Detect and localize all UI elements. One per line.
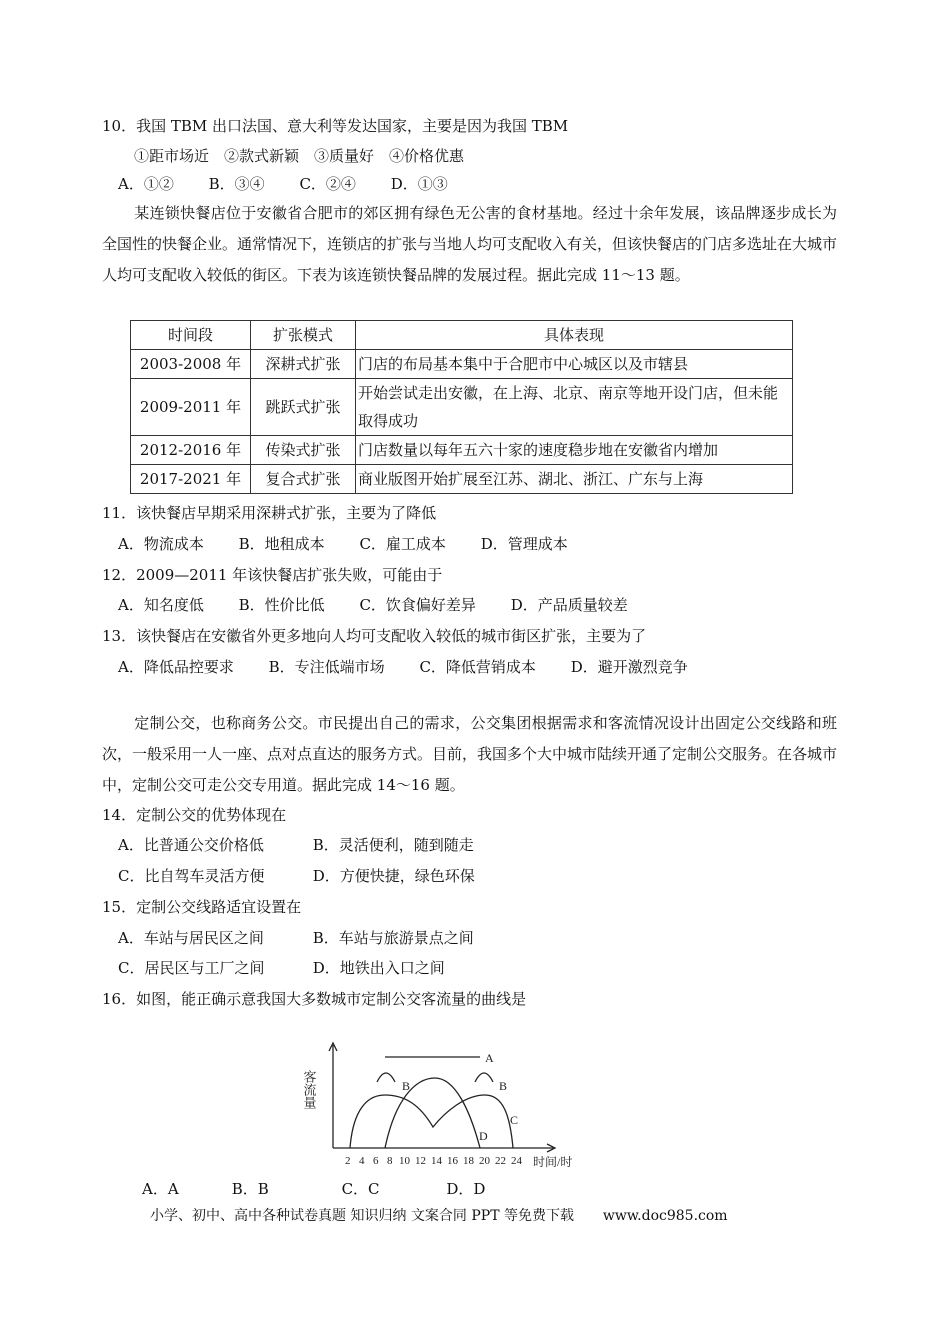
q12-options (118, 595, 658, 615)
passage-1-text: 某连锁快餐店位于安徽省合肥市的郊区拥有绿色无公害的食材基地。经过十余年发展，该品牌逐步成长为全国性的快餐企业。通常情况下，连锁店的扩张与当地人均可支配收入有关，但该快餐店的门店多选址在大城市人均可支配收入较低的街区。下表为该连锁快餐品牌的发展过程。据此完成 11～13 题。 (102, 204, 838, 284)
q15-options-row-2 (118, 958, 445, 978)
q11-option-a[interactable]: A．物流成本 (118, 535, 204, 553)
q13-options (118, 657, 718, 677)
curve-b-morning (377, 1073, 395, 1082)
table-cell: 2003-2008 年 (131, 350, 251, 379)
curve-c (350, 1095, 513, 1148)
q13-stem: 13．该快餐店在安徽省外更多地向人均可支配收入较低的城市街区扩张，主要为了 (102, 627, 647, 645)
q16-stem: 16．如图，能正确示意我国大多数城市定制公交客流量的曲线是 (102, 990, 527, 1008)
table-cell: 跳跃式扩张 (251, 379, 356, 436)
q13-option-a[interactable]: A．降低品控要求 (118, 658, 234, 676)
x-tick: 12 (415, 1155, 426, 1167)
table-row (131, 436, 793, 465)
q14-option-a[interactable]: A．比普通公交价格低 (118, 836, 264, 854)
passenger-flow-figure (301, 1040, 615, 1172)
q10-option-c[interactable]: C．②④ (299, 175, 356, 193)
q15-option-b[interactable]: B．车站与旅游景点之间 (312, 929, 474, 947)
q11-option-d[interactable]: D．管理成本 (480, 535, 568, 553)
q15-option-d[interactable]: D．地铁出入口之间 (312, 959, 445, 977)
q16-option-a[interactable]: A．A (142, 1180, 179, 1198)
q16-option-d[interactable]: D．D (446, 1180, 486, 1198)
x-tick: 6 (373, 1155, 379, 1167)
footer (150, 1205, 728, 1225)
curve-a-label: A (485, 1051, 494, 1065)
curve-b-label-2: B (499, 1079, 508, 1093)
q11-option-b[interactable]: B．地租成本 (238, 535, 325, 553)
q14-option-b[interactable]: B．灵活便利，随到随走 (312, 836, 474, 854)
q10-stem: 10．我国 TBM 出口法国、意大利等发达国家，主要是因为我国 TBM (102, 117, 569, 135)
q10-option-a[interactable]: A．①② (118, 175, 174, 193)
q11-option-c[interactable]: C．雇工成本 (359, 535, 446, 553)
expansion-table (130, 320, 793, 494)
table-cell: 2017-2021 年 (131, 465, 251, 494)
q10-items: ①距市场近 ②款式新颖 ③质量好 ④价格优惠 (134, 147, 465, 165)
passage-2-text: 定制公交，也称商务公交。市民提出自己的需求，公交集团根据需求和客流情况设计出固定公交线路和班次，一般采用一人一座、点对点直达的服务方式。目前，我国多个大中城市陆续开通了定制公交服务。在各城市中，定制公交可走公交专用道。据此完成 14～16 题。 (102, 714, 838, 794)
q16-option-b[interactable]: B．B (231, 1180, 269, 1198)
q12-option-c[interactable]: C．饮食偏好差异 (359, 596, 476, 614)
table-header: 时间段 (131, 321, 251, 350)
table-cell: 商业版图开始扩展至江苏、湖北、浙江、广东与上海 (356, 465, 793, 494)
x-tick: 10 (399, 1155, 410, 1167)
table-header: 具体表现 (356, 321, 793, 350)
q11-stem: 11．该快餐店早期采用深耕式扩张，主要为了降低 (102, 504, 437, 522)
q10-options (118, 174, 478, 194)
x-tick: 24 (511, 1155, 522, 1167)
q10-option-b[interactable]: B．③④ (208, 175, 265, 193)
q12-option-a[interactable]: A．知名度低 (118, 596, 204, 614)
q13-option-c[interactable]: C．降低营销成本 (419, 658, 536, 676)
q13-option-b[interactable]: B．专注低端市场 (268, 658, 385, 676)
x-tick-labels (345, 1155, 523, 1167)
q14-options-row-1 (118, 835, 474, 855)
footer-text: 小学、初中、高中各种试卷真题 知识归纳 文案合同 PPT 等免费下载 (150, 1208, 574, 1224)
q15-stem: 15．定制公交线路适宜设置在 (102, 898, 302, 916)
table-cell: 深耕式扩张 (251, 350, 356, 379)
x-tick: 16 (447, 1155, 458, 1167)
q11-options (118, 534, 598, 554)
q14-stem: 14．定制公交的优势体现在 (102, 806, 287, 824)
y-axis-label: 客流量 (301, 1070, 317, 1109)
curve-b-evening (475, 1073, 493, 1082)
x-tick: 22 (495, 1155, 506, 1167)
table-cell: 2012-2016 年 (131, 436, 251, 465)
q14-options-row-2 (118, 866, 475, 886)
passage-2 (102, 708, 837, 801)
table-header: 扩张模式 (251, 321, 356, 350)
table-cell: 2009-2011 年 (131, 379, 251, 436)
q12-option-d[interactable]: D．产品质量较差 (510, 596, 628, 614)
q15-option-c[interactable]: C．居民区与工厂之间 (118, 959, 265, 977)
table-cell: 复合式扩张 (251, 465, 356, 494)
table-row (131, 379, 793, 436)
footer-link[interactable]: www.doc985.com (602, 1208, 728, 1224)
table-row (131, 350, 793, 379)
table-row (131, 465, 793, 494)
x-tick: 18 (463, 1155, 474, 1167)
x-tick: 4 (359, 1155, 365, 1167)
q15-options-row-1 (118, 928, 474, 948)
q10-option-d[interactable]: D．①③ (390, 175, 448, 193)
q14-option-c[interactable]: C．比自驾车灵活方便 (118, 867, 265, 885)
q16-option-c[interactable]: C．C (341, 1180, 380, 1198)
curve-d (385, 1078, 480, 1148)
table-cell: 门店数量以每年五六十家的速度稳步地在安徽省内增加 (356, 436, 793, 465)
q15-option-a[interactable]: A．车站与居民区之间 (118, 929, 264, 947)
x-axis-label: 时间/时 (533, 1155, 573, 1169)
x-tick: 8 (387, 1155, 393, 1167)
q14-option-d[interactable]: D．方便快捷，绿色环保 (312, 867, 475, 885)
curve-b-label-1: B (402, 1079, 411, 1093)
x-tick: 2 (345, 1155, 351, 1167)
q12-stem: 12．2009—2011 年该快餐店扩张失败，可能由于 (102, 566, 443, 584)
table-cell: 门店的布局基本集中于合肥市中心城区以及市辖县 (356, 350, 793, 379)
table-header-row (131, 321, 793, 350)
passage-1 (102, 198, 837, 291)
curve-c-label: C (510, 1113, 519, 1127)
table-cell: 开始尝试走出安徽，在上海、北京、南京等地开设门店，但未能取得成功 (356, 379, 793, 436)
table-cell: 传染式扩张 (251, 436, 356, 465)
x-tick: 20 (479, 1155, 490, 1167)
curve-d-label: D (479, 1129, 488, 1143)
q16-options (142, 1179, 485, 1199)
q13-option-d[interactable]: D．避开激烈竞争 (570, 658, 688, 676)
x-tick: 14 (431, 1155, 442, 1167)
q12-option-b[interactable]: B．性价比低 (238, 596, 325, 614)
